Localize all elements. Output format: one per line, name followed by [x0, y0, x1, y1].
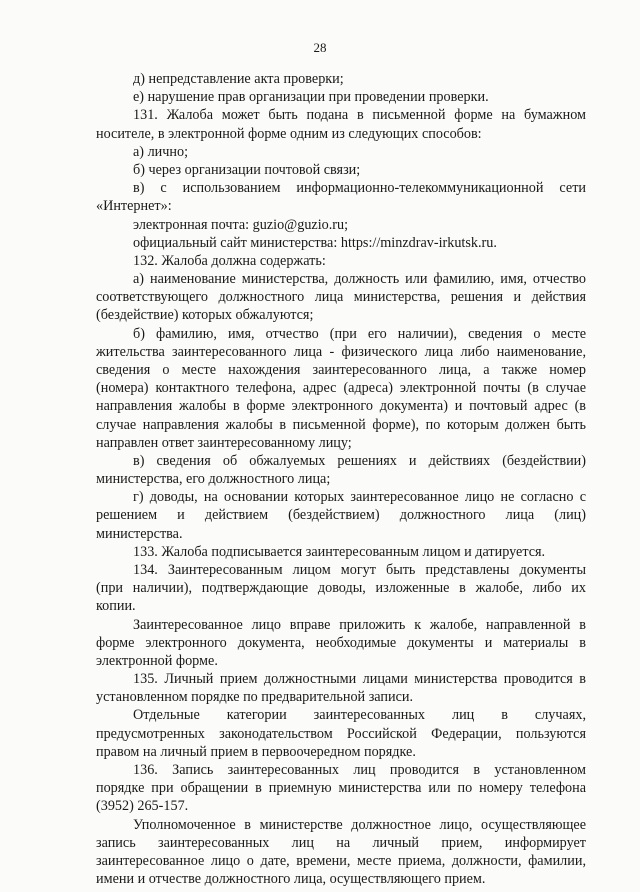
- text-line: а) лично;: [133, 143, 189, 160]
- text-line: в) с использованием информационно-телекоммуникационной сети: [133, 180, 586, 197]
- text-line: заинтересованное лицо о дате, времени, месте приема, должности, фамилии,: [96, 852, 586, 869]
- text-line: имени и отчестве должностного лица, осуществляющего прием.: [96, 871, 486, 887]
- text-line: (при наличии), подтверждающие доводы, изложенные в жалобе, либо их: [96, 580, 586, 597]
- text-line: министерства.: [96, 525, 183, 542]
- text-line: решением и действием (бездействием) должностного лица (лиц): [96, 507, 586, 524]
- text-line: случае направления жалобы в письменной форме), по которым должен быть: [96, 416, 586, 433]
- text-line: д) непредставление акта проверки;: [133, 71, 344, 87]
- text-line: соответствующего должностного лица министерства, решения и действия: [96, 289, 586, 306]
- text-line: б) фамилию, имя, отчество (при его наличии), сведения о месте: [133, 325, 586, 342]
- text-line: б) через организации почтовой связи;: [133, 161, 361, 178]
- text-line: а) наименование министерства, должность или фамилию, имя, отчество: [133, 271, 586, 287]
- text-line: электронной форме.: [96, 652, 218, 669]
- text-line: Отдельные категории заинтересованных лиц в случаях,: [133, 707, 586, 724]
- text-line: предусмотренных законодательством Российской Федерации, пользуются: [96, 725, 586, 742]
- page-number: 28: [313, 40, 327, 55]
- text-line: направлен ответ заинтересованному лицу;: [96, 434, 352, 451]
- text-line: 136. Запись заинтересованных лиц проводится в установленном: [133, 761, 586, 778]
- text-line: Заинтересованное лицо вправе приложить к жалобе, направленной в: [133, 616, 586, 633]
- text-line: копии.: [96, 598, 136, 615]
- text-line: жительства заинтересованного лица - физического лица либо наименование,: [96, 343, 586, 360]
- text-line: е) нарушение прав организации при проведении проверки.: [133, 89, 489, 106]
- text-line: 131. Жалоба может быть подана в письменной форме на бумажном: [133, 107, 586, 124]
- text-line: «Интернет»:: [96, 198, 172, 215]
- text-line: министерства, его должностного лица;: [96, 471, 331, 487]
- text-line: Уполномоченное в министерстве должностное лицо, осуществляющее: [133, 816, 586, 833]
- text-line: (номера) контактного телефона, адрес (адреса) электронной почты (в случае: [96, 380, 586, 397]
- text-line: запись заинтересованных лиц на личный прием, информирует: [96, 834, 586, 851]
- text-line: форме электронного документа, необходимые документы и материалы в: [96, 634, 586, 651]
- text-line: правом на личный прием в первоочередном порядке.: [96, 743, 416, 760]
- text-line: 134. Заинтересованным лицом могут быть представлены документы: [133, 561, 586, 578]
- text-line: г) доводы, на основании которых заинтересованное лицо не согласно с: [133, 489, 586, 506]
- text-line: установленном порядке по предварительной записи.: [96, 689, 414, 706]
- text-line: электронная почта: guzio@guzio.ru;: [133, 216, 349, 233]
- text-line: в) сведения об обжалуемых решениях и действиях (бездействии): [133, 452, 586, 469]
- text-line: официальный сайт министерства: https://minzdrav-irkutsk.ru.: [133, 234, 497, 251]
- text-line: 132. Жалоба должна содержать:: [133, 252, 326, 269]
- text-line: порядке при обращении в приемную министерства или по номеру телефона: [96, 780, 586, 797]
- text-line: 133. Жалоба подписывается заинтересованным лицом и датируется.: [133, 543, 546, 560]
- text-line: (бездействие) которых обжалуются;: [96, 307, 314, 324]
- text-line: носителе, в электронной форме одним из следующих способов:: [96, 125, 482, 142]
- text-line: 135. Личный прием должностными лицами министерства проводится в: [133, 671, 586, 687]
- text-line: направления жалобы в форме электронного документа) и почтовый адрес (в: [96, 398, 586, 415]
- text-line: сведения о месте нахождения заинтересованного лица, а также номер: [96, 361, 586, 378]
- text-line: (3952) 265-157.: [96, 798, 189, 815]
